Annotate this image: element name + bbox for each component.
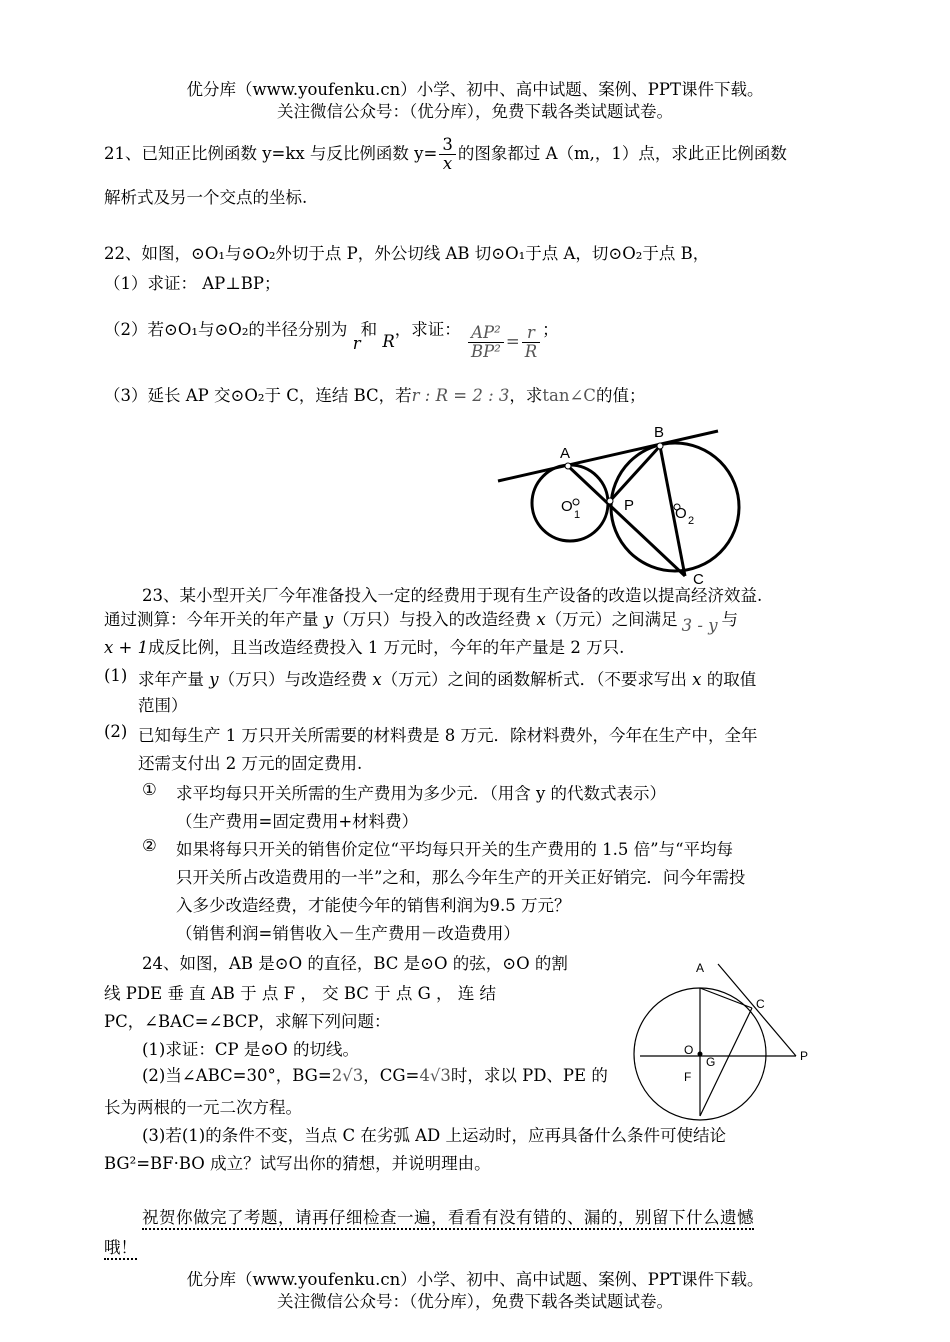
q24-l5-b: ，CG= — [363, 1066, 420, 1085]
q23-l2-y: y — [323, 610, 334, 629]
q23-s1-no: (1) — [104, 666, 128, 685]
q23-line-1: 23、某小型开关厂今年准备投入一定的经费用于现有生产设备的改造以提高经济效益. — [142, 586, 763, 605]
q24-line-8: BG²=BF·BO 成立？试写出你的猜想，并说明理由。 — [104, 1154, 491, 1173]
q22-p3-text-b: ，求 — [509, 386, 543, 405]
q24-line-3: PC，∠BAC=∠BCP，求解下列问题： — [104, 1012, 391, 1031]
q23-l2-c: （万元）之间满足 — [545, 610, 678, 629]
label-p: P — [800, 1049, 809, 1063]
footer-line-2: 关注微信公众号：（优分库），免费下载各类试题试卷。 — [277, 1292, 673, 1311]
q22-p2-r-R — [522, 324, 540, 361]
q22-part-1: （1）求证： AP⊥BP； — [104, 274, 281, 293]
q22-p3-tan: tan∠C — [542, 386, 596, 405]
q22-p2-rnum: r — [522, 324, 540, 343]
label-b: B — [654, 424, 665, 441]
center-o — [698, 1052, 703, 1057]
point-b — [657, 443, 663, 449]
q23-s1-line-1 — [138, 666, 756, 690]
q24-l5-bg: 2√3 — [331, 1066, 364, 1085]
q23-line-2 — [104, 606, 739, 635]
q23-s1-b: （万只）与改造经费 — [218, 670, 373, 689]
label-a: A — [696, 961, 705, 975]
q23-c2-line-2: 只开关所占改造费用的一半”之和，那么今年生产的开关正好销完．问今年需投 — [176, 868, 746, 887]
closing-text-2: 哦！ — [104, 1238, 137, 1260]
label-p: P — [624, 497, 635, 514]
label-o2-sub: 2 — [688, 515, 695, 527]
q21-frac-den: x — [442, 154, 453, 174]
q23-s1-x: x — [372, 670, 382, 689]
label-a: A — [560, 445, 571, 462]
common-tangent-line — [498, 431, 718, 481]
q22-p2-rden: R — [524, 342, 538, 362]
label-o: O — [684, 1043, 694, 1057]
q21-text-a: 21、已知正比例函数 y=kx 与反比例函数 y= — [104, 144, 438, 164]
label-f: F — [684, 1070, 692, 1084]
q23-l2-d: 与 — [721, 610, 739, 629]
q23-s2-no: (2) — [104, 722, 128, 741]
q23-l3-b: 成反比例，且当改造经费投入 1 万元时，今年的年产量是 2 万只. — [148, 638, 625, 657]
label-o1: O — [561, 498, 573, 515]
q22-p2-ap2: AP² — [468, 324, 504, 343]
q23-c2-line-3: 入多少改造经费，才能使今年的销售利润为9.5 万元？ — [176, 896, 571, 915]
q22-p2-end: ； — [542, 320, 559, 340]
q24-l5-c: 时，求以 PD、PE 的 — [450, 1066, 608, 1085]
q23-l3-expr: x + 1 — [104, 638, 149, 657]
q24-l5-cg: 4√3 — [419, 1066, 451, 1085]
q22-p3-text-c: 的值； — [595, 386, 646, 405]
q23-c2-line-1: 如果将每只开关的销售价定位“平均每只开关的生产费用的 1.5 倍”与“平均每 — [176, 840, 734, 859]
q22-p2-ap-bp — [468, 324, 504, 361]
q22-p3-text-a: （3）延长 AP 交⊙O₂于 C，连结 BC，若 — [104, 386, 412, 405]
q23-l2-a: 通过测算：今年开关的年产量 — [104, 610, 324, 629]
q22-p2-R: R — [382, 332, 395, 352]
chord-ac — [700, 988, 752, 1008]
q24-line-4: (1)求证：CP 是⊙O 的切线。 — [142, 1040, 359, 1059]
q23-c2-no: ② — [142, 836, 157, 855]
header-line-2: 关注微信公众号：（优分库），免费下载各类试题试卷。 — [277, 102, 673, 121]
q23-s1-x2: x — [692, 670, 702, 689]
q21-fraction — [439, 136, 456, 173]
q24-line-2: 线 PDE 垂 直 AB 于 点 F ， 交 BC 于 点 G ， 连 结 — [104, 984, 497, 1003]
closing-text-1: 祝贺你做完了考题，请再仔细检查一遍，看看有没有错的、漏的，别留下什么遗憾 — [142, 1208, 754, 1230]
q23-c1-no: ① — [142, 780, 157, 799]
q21-frac-num: 3 — [439, 136, 456, 155]
q22-p2-bp2: BP² — [471, 342, 501, 362]
label-o1-sub: 1 — [574, 509, 581, 521]
q22-p2-text-b: ，求证： — [394, 320, 461, 340]
q23-line-3 — [104, 634, 624, 658]
point-a — [565, 463, 571, 469]
label-o2: O — [675, 505, 687, 522]
q23-c1-line-1: 求平均每只开关所需的生产费用为多少元．（用含 y 的代数式表示） — [176, 784, 667, 803]
q23-l2-expr: 3 - y — [681, 616, 718, 635]
point-o1 — [573, 499, 579, 505]
label-g: G — [706, 1055, 716, 1069]
point-p — [607, 498, 613, 504]
label-c: C — [693, 571, 704, 588]
q23-c2-line-4: （销售利润=销售收入－生产费用－改造费用） — [176, 924, 520, 943]
q23-l2-x: x — [536, 610, 546, 629]
footer-line-1: 优分库（www.youfenku.cn）小学、初中、高中试题、案例、PPT课件下载。 — [186, 1270, 764, 1289]
q24-line-6: 长为两根的一元二次方程。 — [104, 1098, 302, 1117]
closing-line-1 — [142, 1204, 754, 1228]
q22-figure — [490, 418, 750, 588]
q24-figure — [626, 950, 822, 1122]
q22-part-3 — [104, 382, 645, 406]
q22-p2-he: 和 — [360, 320, 378, 340]
q23-s1-d: 的取值 — [701, 670, 757, 689]
q22-intro: 22、如图，⊙O₁与⊙O₂外切于点 P，外公切线 AB 切⊙O₁于点 A，切⊙O₂于点 B， — [104, 244, 710, 263]
q23-s1-y: y — [209, 670, 219, 689]
q24-line-1: 24、如图，AB 是⊙O 的直径，BC 是⊙O 的弦，⊙O 的割 — [142, 954, 568, 973]
q21-text-b: 的图象都过 A（m,，1）点，求此正比例函数 — [457, 144, 787, 164]
q21-line-2: 解析式及另一个交点的坐标. — [104, 188, 308, 207]
q22-p2-eq: = — [505, 332, 520, 352]
q24-line-5 — [142, 1062, 608, 1086]
q23-s2-line-1: 已知每生产 1 万只开关所需要的材料费是 8 万元．除材料费外，今年在生产中，全年 — [138, 726, 758, 745]
closing-line-2 — [104, 1234, 137, 1258]
q23-s1-line-2: 范围） — [138, 696, 188, 715]
q24-line-7: (3)若(1)的条件不变，当点 C 在劣弧 AD 上运动时，应再具备什么条件可使结论 — [142, 1126, 726, 1145]
q22-p2-r: r — [352, 334, 361, 354]
q22-p2-text-a: （2）若⊙O₁与⊙O₂的半径分别为 — [104, 320, 348, 340]
header-line-1: 优分库（www.youfenku.cn）小学、初中、高中试题、案例、PPT课件下载。 — [186, 80, 764, 99]
q21-line-1 — [104, 136, 787, 173]
q23-s2-line-2: 还需支付出 2 万元的固定费用. — [138, 754, 363, 773]
q23-s1-c: （万元）之间的函数解析式．（不要求写出 — [381, 670, 693, 689]
q22-part-2 — [104, 312, 559, 362]
q24-l5-a: (2)当∠ABC=30°，BG= — [142, 1066, 332, 1085]
q23-s1-a: 求年产量 — [138, 670, 210, 689]
q23-c1-line-2: （生产费用=固定费用+材料费） — [176, 812, 419, 831]
q23-l2-b: （万只）与投入的改造经费 — [333, 610, 537, 629]
q22-p3-ratio: r : R = 2 : 3 — [411, 386, 510, 405]
label-c: C — [756, 997, 765, 1011]
